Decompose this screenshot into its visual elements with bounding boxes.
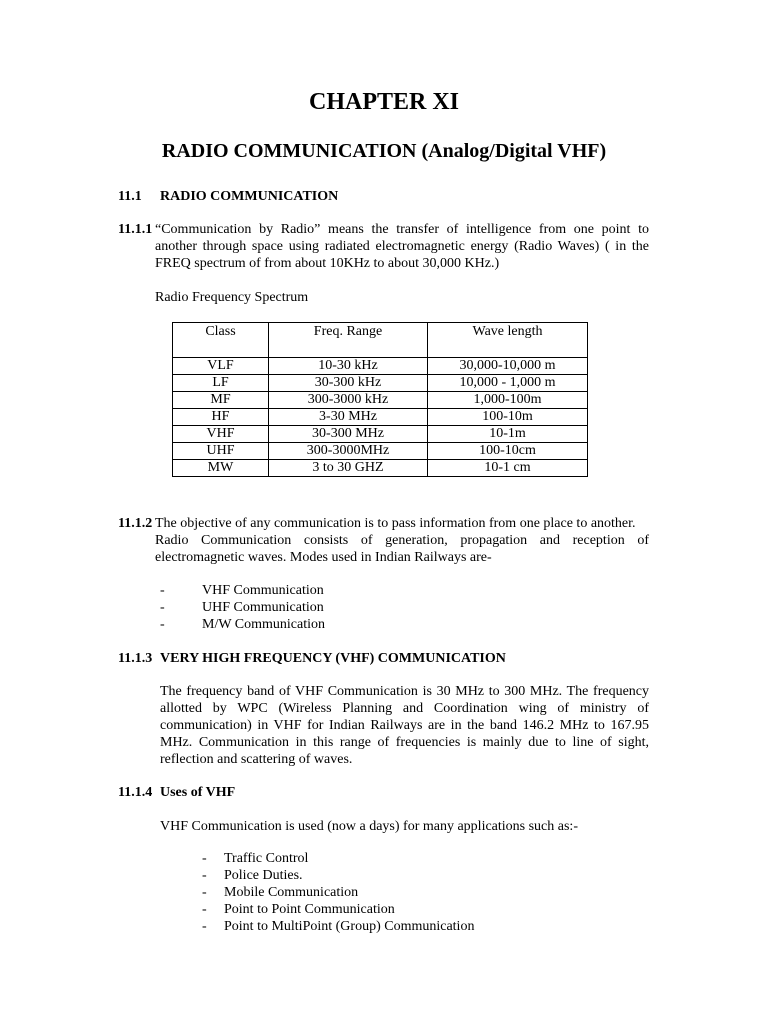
spectrum-table-label: Radio Frequency Spectrum — [155, 290, 309, 305]
header-wave-length: Wave length — [428, 323, 588, 358]
cell-wave: 100-10cm — [428, 443, 588, 460]
list-item-mode: M/W Communication — [202, 617, 326, 632]
header-freq-range: Freq. Range — [269, 323, 428, 358]
cell-freq: 3 to 30 GHZ — [269, 460, 428, 477]
table-row — [173, 443, 588, 460]
cell-class: MW — [173, 460, 269, 477]
cell-class: LF — [173, 375, 269, 392]
cell-wave: 100-10m — [428, 409, 588, 426]
section-11-1-number: 11.1 — [118, 189, 142, 204]
use-dash: - — [202, 851, 207, 866]
table-row — [173, 409, 588, 426]
cell-wave: 10-1 cm — [428, 460, 588, 477]
cell-wave: 10-1m — [428, 426, 588, 443]
table-row — [173, 426, 588, 443]
use-dash: - — [202, 868, 207, 883]
cell-freq: 30-300 kHz — [269, 375, 428, 392]
section-11-1-title: RADIO COMMUNICATION — [160, 189, 339, 204]
list-item-use: Point to MultiPoint (Group) Communication — [224, 919, 475, 934]
mode-dash: - — [160, 617, 165, 632]
frequency-spectrum-table — [172, 322, 588, 477]
cell-class: UHF — [173, 443, 269, 460]
cell-freq: 300-3000 kHz — [269, 392, 428, 409]
use-dash: - — [202, 902, 207, 917]
table-row — [173, 460, 588, 477]
list-item-use: Point to Point Communication — [224, 902, 395, 917]
table-row — [173, 358, 588, 375]
list-item-mode: UHF Communication — [202, 600, 324, 615]
cell-freq: 30-300 MHz — [269, 426, 428, 443]
cell-class: VHF — [173, 426, 269, 443]
cell-class: HF — [173, 409, 269, 426]
section-11-1-4-title: Uses of VHF — [160, 785, 236, 800]
cell-freq: 3-30 MHz — [269, 409, 428, 426]
section-11-1-3-body: The frequency band of VHF Communication is 30 MHz to 300 MHz. The frequency allotted by WPC (Wireless Planning and Coordination wing of ministry of communication) in VHF for Indian Railways are in the band 146.2 MHz to 167.95 MHz. Communication in this range of frequencies is mainly due to line of sight, reflection and scattering of waves. — [160, 684, 649, 767]
table-row — [173, 375, 588, 392]
section-11-1-2-body: Radio Communication consists of generation, propagation and reception of electromagnetic waves. Modes used in Indian Railways are- — [155, 533, 649, 565]
list-item-use: Mobile Communication — [224, 885, 359, 900]
document-title: RADIO COMMUNICATION (Analog/Digital VHF) — [161, 140, 607, 162]
cell-class: VLF — [173, 358, 269, 375]
section-11-1-3-title: VERY HIGH FREQUENCY (VHF) COMMUNICATION — [160, 651, 506, 666]
table-row — [173, 392, 588, 409]
header-class: Class — [173, 323, 269, 358]
section-11-1-1-first-line: “Communication by Radio” means the transfer of intelligence from one point to — [155, 222, 649, 237]
section-11-1-1-number: 11.1.1 — [118, 222, 153, 237]
cell-wave: 1,000-100m — [428, 392, 588, 409]
list-item-mode: VHF Communication — [202, 583, 324, 598]
section-11-1-2-first-line: The objective of any communication is to pass information from one place to another. — [155, 516, 636, 531]
section-11-1-4-number: 11.1.4 — [118, 785, 153, 800]
list-item-use: Traffic Control — [224, 851, 309, 866]
mode-dash: - — [160, 583, 165, 598]
chapter-heading: CHAPTER XI — [308, 89, 459, 115]
cell-freq: 10-30 kHz — [269, 358, 428, 375]
cell-freq: 300-3000MHz — [269, 443, 428, 460]
list-item-use: Police Duties. — [224, 868, 303, 883]
section-11-1-4-intro: VHF Communication is used (now a days) for many applications such as:- — [160, 819, 578, 834]
cell-wave: 10,000 - 1,000 m — [428, 375, 588, 392]
cell-class: MF — [173, 392, 269, 409]
section-11-1-2-number: 11.1.2 — [118, 516, 153, 531]
cell-wave: 30,000-10,000 m — [428, 358, 588, 375]
use-dash: - — [202, 919, 207, 934]
table-header-row — [173, 323, 588, 358]
use-dash: - — [202, 885, 207, 900]
section-11-1-3-number: 11.1.3 — [118, 651, 153, 666]
mode-dash: - — [160, 600, 165, 615]
section-11-1-1-body: another through space using radiated electromagnetic energy (Radio Waves) ( in the FREQ spectrum of from about 10KHz to about 30,000 KHz.) — [155, 239, 649, 271]
